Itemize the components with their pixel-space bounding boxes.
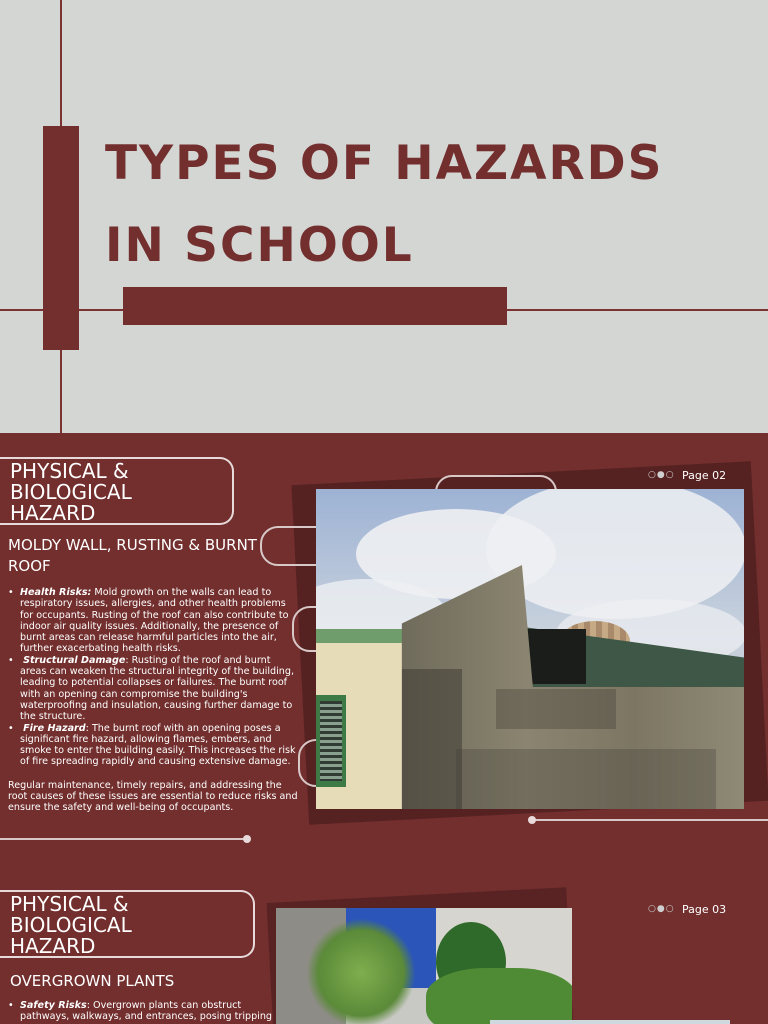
decorative-line-right	[532, 819, 768, 821]
bullet-text: : Rusting of the roof and burnt areas can weaken the structural integrity of the building, leading to potential collapses or failures. The burnt roof with an opening can compromise the building's waterproofing and insulation, causing further damage to the structure.	[20, 654, 294, 723]
hazard-type-tag	[0, 457, 234, 525]
closing-paragraph: Regular maintenance, timely repairs, and addressing the root causes of these issues are essential to reduce risks and ensure the safety and well-being of occupants.	[8, 779, 298, 814]
hazard-description	[8, 587, 298, 814]
bullet-label: Fire Hazard	[23, 722, 86, 734]
bullet-fire-hazard	[20, 723, 298, 768]
slide-page-02	[0, 433, 768, 875]
bullet-health-risks	[20, 587, 298, 655]
page-dots-icon: ○●○	[648, 904, 675, 914]
title-line-2: IN SCHOOL	[105, 218, 414, 273]
page-dots-icon: ○●○	[648, 470, 675, 480]
title-line-1: TYPES OF HAZARDS	[105, 136, 664, 191]
decorative-horizontal-bar	[123, 287, 507, 325]
bullet-list	[8, 1000, 298, 1023]
hazard-description	[8, 1000, 298, 1023]
subheading-line-2: ROOF	[8, 557, 51, 575]
page-label: Page 03	[682, 903, 727, 916]
overgrown-plants-photo	[276, 908, 572, 1024]
bullet-label: Health Risks:	[20, 587, 92, 598]
slide-page-03	[0, 875, 768, 1024]
tag-line-3: HAZARD	[10, 501, 96, 525]
subheading-line-1: MOLDY WALL, RUSTING & BURNT	[8, 536, 257, 554]
bullet-text-line-1: : Overgrown plants can obstruct	[86, 1000, 242, 1011]
bullet-text: Mold growth on the walls can lead to respiratory issues, allergies, and other health problems for occupants. Rusting of the roof can also contribute to indoor air quality issues. Additionally, the presence of burnt areas can release harmful particles into the air, further exacerbating health risks.	[20, 587, 289, 655]
moldy-wall-photo	[316, 489, 744, 809]
bullet-text-line-2: pathways, walkways, and entrances, posing tripping	[20, 1011, 273, 1023]
tag-line-1: PHYSICAL &	[10, 892, 129, 916]
subheading	[8, 535, 278, 577]
tag-line-2: BIOLOGICAL	[10, 480, 132, 504]
decorative-dot-left	[243, 835, 251, 843]
hazard-type-tag	[0, 890, 255, 958]
bullet-text: : The burnt roof with an opening poses a significant fire hazard, allowing flames, embers, and smoke to enter the building easily. This increases the risk of fire spreading rapidly and causing extensive damage.	[20, 722, 296, 768]
bullet-list	[8, 587, 298, 768]
bullet-label: Structural Damage	[23, 654, 126, 666]
photo-edge-strip	[490, 1020, 730, 1024]
bullet-label: Safety Risks	[20, 1000, 87, 1011]
title-slide	[0, 0, 768, 433]
decorative-vertical-bar	[43, 126, 79, 350]
subheading: OVERGROWN PLANTS	[10, 972, 175, 990]
decorative-dot-right	[528, 816, 536, 824]
tag-line-3: HAZARD	[10, 934, 96, 958]
page-label: Page 02	[682, 469, 727, 482]
bullet-structural-damage	[20, 655, 298, 723]
decorative-line-left	[0, 838, 246, 840]
tag-line-1: PHYSICAL &	[10, 459, 129, 483]
tag-line-2: BIOLOGICAL	[10, 913, 132, 937]
bullet-safety-risks	[20, 1000, 298, 1023]
